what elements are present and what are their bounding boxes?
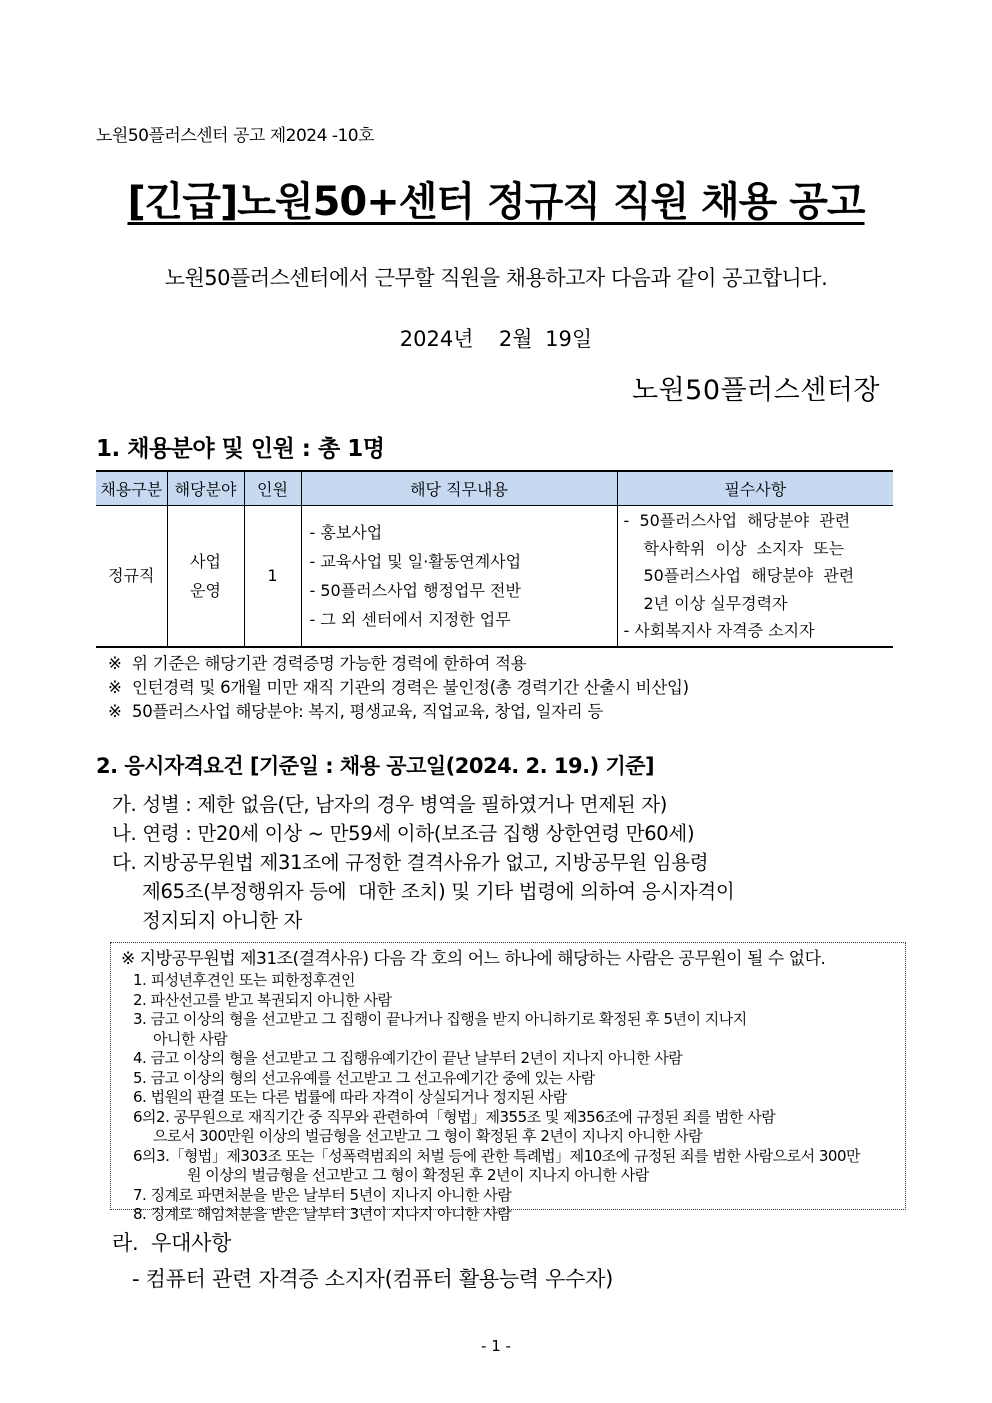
duty-item: - 50플러스사업 행정업무 전반	[309, 580, 521, 600]
section1-heading: 1. 채용분야 및 인원 : 총 1명	[96, 436, 385, 462]
qual-disqualification-cont: 정지되지 아니한 자	[142, 909, 303, 932]
qual-age: 나. 연령 : 만20세 이상 ~ 만59세 이하(보조금 집행 상한연령 만60세)	[112, 822, 695, 845]
duty-item: - 그 외 센터에서 지정한 업무	[309, 609, 511, 629]
table-header-row	[96, 471, 893, 506]
legal-item: 4. 금고 이상의 형을 선고받고 그 집행유예기간이 끝난 날부터 2년이 지나지 아니한 사람	[133, 1049, 683, 1067]
duty-item: - 교육사업 및 일·활동연계사업	[309, 551, 522, 571]
legal-item-cont: 아니한 사람	[153, 1029, 228, 1048]
header-count: 인원	[244, 471, 301, 506]
legal-item: 3. 금고 이상의 형을 선고받고 그 집행이 끝나거나 집행을 받지 아니하기로 확정된 후 5년이 지나지	[133, 1010, 747, 1028]
note-item: ※ 위 기준은 해당기관 경력증명 가능한 경력에 한하여 적용	[108, 652, 689, 676]
requirement-line: - 50플러스사업 해당분야 관련	[623, 511, 851, 530]
requirement-line: 2년 이상 실무경력자	[643, 593, 788, 613]
section1-notes	[108, 652, 689, 724]
legal-disqualification-box	[110, 942, 906, 1223]
header-field: 해당분야	[167, 471, 244, 506]
header-type: 채용구분	[96, 471, 167, 506]
header-requirements: 필수사항	[617, 471, 893, 506]
cell-field	[167, 506, 244, 647]
legal-item: 6. 법원의 판결 또는 다른 법률에 따라 자격이 상실되거나 정지된 사람	[133, 1088, 567, 1106]
note-mark-icon: ※	[108, 702, 122, 721]
legal-item: 8. 징계로 해임처분을 받은 날부터 3년이 지나지 아니한 사람	[133, 1205, 512, 1223]
page-number: - 1 -	[481, 1337, 511, 1355]
legal-item: 1. 피성년후견인 또는 피한정후견인	[133, 971, 355, 989]
notice-date: 2024년 2월 19일	[399, 327, 593, 351]
qual-disqualification: 다. 지방공무원법 제31조에 규정한 결격사유가 없고, 지방공무원 임용령	[112, 851, 709, 874]
header-duties: 해당 직무내용	[301, 471, 617, 506]
legal-item: 5. 금고 이상의 형의 선고유예를 선고받고 그 선고유예기간 중에 있는 사람	[133, 1068, 595, 1087]
note-item: ※ 50플러스사업 해당분야: 복지, 평생교육, 직업교육, 창업, 일자리 등	[108, 700, 689, 724]
requirement-line: 50플러스사업 해당분야 관련	[643, 566, 855, 585]
legal-item-cont: 원 이상의 벌금형을 선고받고 그 형이 확정된 후 2년이 지나지 아니한 사람	[187, 1166, 649, 1184]
cell-field-line2: 운영	[190, 580, 221, 600]
requirement-line: - 사회복지사 자격증 소지자	[623, 621, 815, 640]
page-title-text: [긴급]노원50+센터 정규직 직원 채용 공고	[127, 179, 865, 225]
qualification-list	[112, 790, 734, 935]
cell-type: 정규직	[96, 506, 167, 647]
note-item: ※ 인턴경력 및 6개월 미만 재직 기관의 경력은 불인정(총 경력기간 산출시 비산입)	[108, 676, 689, 700]
notice-number: 노원50플러스센터 공고 제2024 -10호	[96, 126, 375, 146]
legal-box-heading: ※ 지방공무원법 제31조(결격사유) 다음 각 호의 어느 하나에 해당하는 사람은 공무원이 될 수 없다.	[121, 949, 826, 969]
cell-field-line1: 사업	[190, 551, 221, 571]
preference-title: 라. 우대사항	[112, 1231, 232, 1255]
section2-heading: 2. 응시자격요건 [기준일 : 채용 공고일(2024. 2. 19.) 기준]	[96, 754, 655, 778]
qual-gender: 가. 성별 : 제한 없음(단, 남자의 경우 병역을 필하였거나 면제된 자)	[112, 793, 668, 816]
cell-requirements	[617, 506, 893, 647]
preference-item: - 컴퓨터 관련 자격증 소지자(컴퓨터 활용능력 우수자)	[132, 1267, 614, 1291]
legal-item: 7. 징계로 파면처분을 받은 날부터 5년이 지나지 아니한 사람	[133, 1185, 512, 1204]
note-mark-icon: ※	[108, 654, 122, 673]
requirement-line: 학사학위 이상 소지자 또는	[643, 538, 845, 558]
legal-item: 6의2. 공무원으로 재직기간 중 직무와 관련하여「형법」제355조 및 제356조에 규정된 죄를 범한 사람	[133, 1107, 776, 1126]
legal-item: 2. 파산선고를 받고 복권되지 아니한 사람	[133, 990, 392, 1009]
cell-count: 1	[244, 506, 301, 647]
recruitment-table	[96, 470, 893, 648]
intro-text: 노원50플러스센터에서 근무할 직원을 채용하고자 다음과 같이 공고합니다.	[164, 266, 828, 290]
legal-item: 6의3.「형법」제303조 또는「성폭력범죄의 처벌 등에 관한 특례법」제10조에 규정된 죄를 범한 사람으로서 300만	[133, 1146, 861, 1165]
table-row	[96, 506, 893, 647]
duty-item: - 홍보사업	[309, 522, 383, 542]
qual-disqualification-cont: 제65조(부정행위자 등에 대한 조치) 및 기타 법령에 의하여 응시자격이	[142, 880, 735, 903]
cell-duties	[301, 506, 617, 647]
page-title	[0, 170, 992, 227]
note-mark-icon: ※	[108, 678, 122, 697]
legal-item-cont: 으로서 300만원 이상의 벌금형을 선고받고 그 형이 확정된 후 2년이 지나지 아니한 사람	[153, 1127, 703, 1145]
signer: 노원50플러스센터장	[631, 375, 880, 406]
